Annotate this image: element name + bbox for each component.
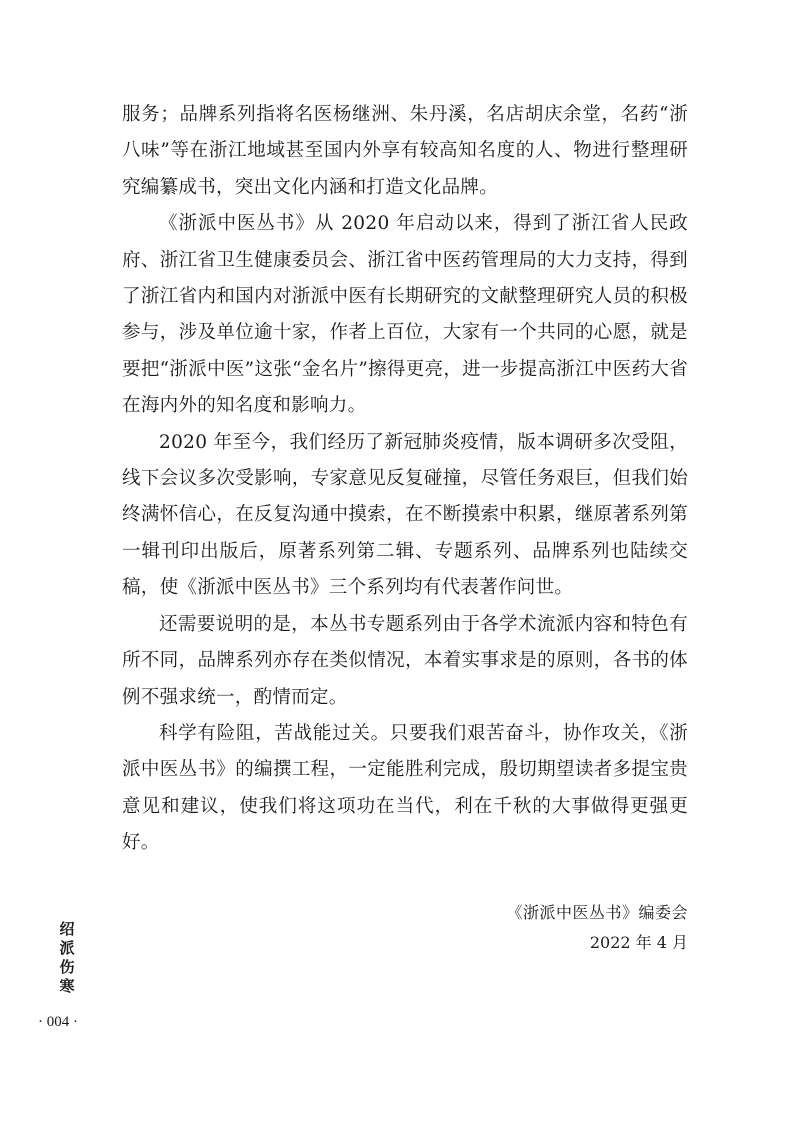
paragraph-explanation: 还需要说明的是，本丛书专题系列由于各学术流派内容和特色有所不同，品牌系列亦存在类似情况，本着实事求是的原则，各书的体例不强求统一，酌情而定。 (122, 613, 688, 708)
side-title-char: 派 (59, 939, 75, 957)
page-number: · 004 · (38, 1014, 78, 1030)
side-title-char: 寒 (59, 977, 75, 995)
signature-block (506, 898, 688, 958)
body-text (122, 97, 688, 862)
signature-date: 2022 年 4 月 (589, 933, 688, 952)
paragraph-progress: 2020 年至今，我们经历了新冠肺炎疫情，版本调研多次受阻，线下会议多次受影响，专家意见反复碰撞，尽管任务艰巨，但我们始终满怀信心，在反复沟通中摸索，在不断摸索中积累，继原著系列第一辑刊印出版后，原著系列第二辑、专题系列、品牌系列也陆续交稿，使《浙派中医丛书》三个系列均有代表著作问世。 (122, 431, 688, 599)
running-side-title (58, 920, 76, 996)
signature-organization: 《浙派中医丛书》编委会 (506, 903, 688, 922)
side-title-char: 伤 (59, 958, 75, 976)
paragraph-support: 《浙派中医丛书》从 2020 年启动以来，得到了浙江省人民政府、浙江省卫生健康委员会、浙江省中医药管理局的大力支持，得到了浙江省内和国内对浙派中医有长期研究的文献整理研究人员的积极参与，涉及单位逾十家，作者上百位，大家有一个共同的心愿，就是要把“浙派中医”这张“金名片”擦得更亮，进一步提高浙江中医药大省在海内外的知名度和影响力。 (122, 213, 688, 417)
side-title-char: 绍 (59, 920, 75, 938)
paragraph-closing: 科学有险阻，苦战能过关。只要我们艰苦奋斗，协作攻关，《浙派中医丛书》的编撰工程，一定能胜利完成，殷切期望读者多提宝贵意见和建议，使我们将这项功在当代，利在千秋的大事做得更强更好。 (122, 722, 688, 854)
paragraph-continuation: 服务；品牌系列指将名医杨继洲、朱丹溪，名店胡庆余堂，名药“浙八味”等在浙江地域甚至国内外享有较高知名度的人、物进行整理研究编纂成书，突出文化内涵和打造文化品牌。 (122, 104, 688, 198)
